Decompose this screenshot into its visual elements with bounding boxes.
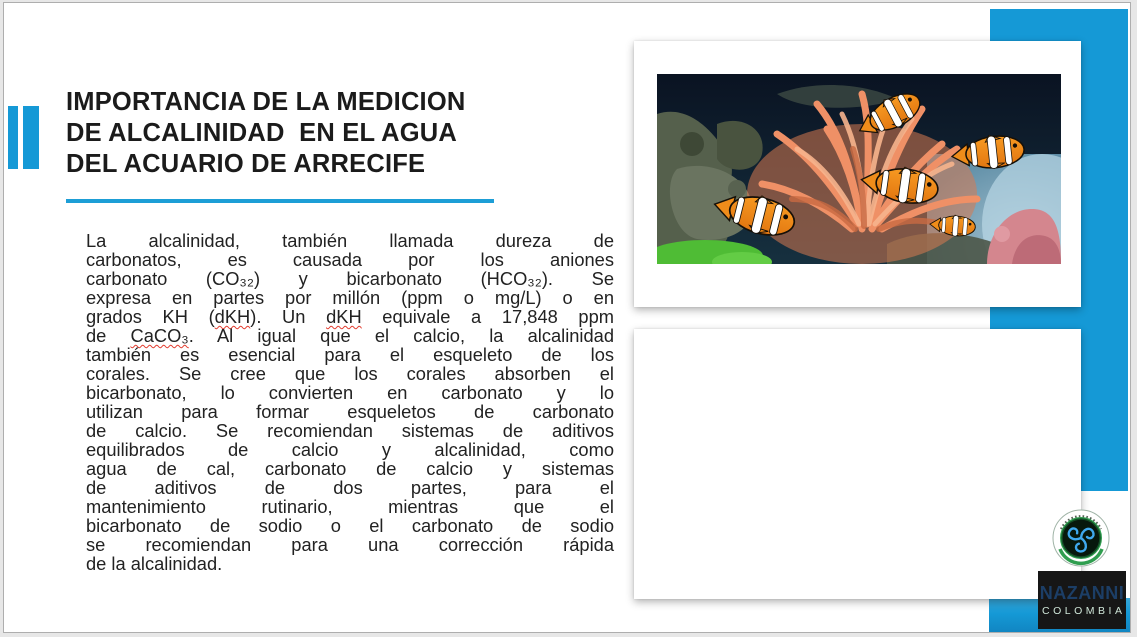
title-line: IMPORTANCIA DE LA MEDICION: [66, 88, 466, 116]
title-line: DE ALCALINIDAD EN EL AGUA: [66, 119, 458, 147]
body-line: corales. Se cree que los corales absorben el: [86, 363, 614, 384]
body-line: grados KH (dKH). Un dKH equivale a 17,848 ppm: [86, 306, 614, 327]
body-line: carbonatos, es causada por los aniones: [86, 249, 614, 270]
title-underline: [66, 199, 494, 203]
body-line: de la alcalinidad.: [86, 553, 223, 574]
accent-bar-left-thin: [8, 106, 18, 169]
certification-logo: [1052, 509, 1110, 567]
brand-box: [1038, 571, 1126, 629]
body-line: bicarbonato, lo convierten en carbonato y lo: [86, 382, 614, 403]
body-line: carbonato (CO₃₂) y bicarbonato (HCO₃₂). Se: [86, 268, 614, 289]
title-line: DEL ACUARIO DE ARRECIFE: [66, 150, 426, 178]
empty-content-card: [634, 329, 1081, 599]
body-line: La alcalinidad, también llamada dureza de: [86, 230, 614, 251]
body-line: de aditivos de dos partes, para el: [86, 477, 614, 498]
slide-title: [66, 87, 546, 180]
body-line: mantenimiento rutinario, mientras que el: [86, 496, 614, 517]
body-line: expresa en partes por millón (ppm o mg/L) o en: [86, 287, 614, 308]
misspelled-word: dKH: [326, 306, 362, 327]
body-line: se recomiendan para una corrección rápida: [86, 534, 614, 555]
reef-aquarium-photo: [657, 74, 1061, 264]
body-line: de calcio. Se recomiendan sistemas de aditivos: [86, 420, 614, 441]
misspelled-word: dKH: [214, 306, 251, 327]
body-paragraph: [86, 231, 614, 573]
body-line: bicarbonato de sodio o el carbonato de sodio: [86, 515, 614, 536]
accent-bar-left-wide: [23, 106, 39, 169]
body-line: equilibrados de calcio y alcalinidad, como: [86, 439, 614, 460]
body-line: también es esencial para el esqueleto de los: [86, 344, 614, 365]
body-line: de CaCO₃. Al igual que el calcio, la alcalinidad: [86, 325, 614, 346]
body-line: utilizan para formar esqueletos de carbonato: [86, 401, 614, 422]
body-line: agua de cal, carbonato de calcio y sistemas: [86, 458, 614, 479]
presentation-slide: [3, 2, 1131, 633]
photo-card: [634, 41, 1081, 307]
brand-wordmark: NAZANNI: [1039, 582, 1125, 603]
brand-country-label: COLOMBIA: [1042, 604, 1126, 617]
misspelled-word: CaCO₃: [130, 325, 189, 346]
